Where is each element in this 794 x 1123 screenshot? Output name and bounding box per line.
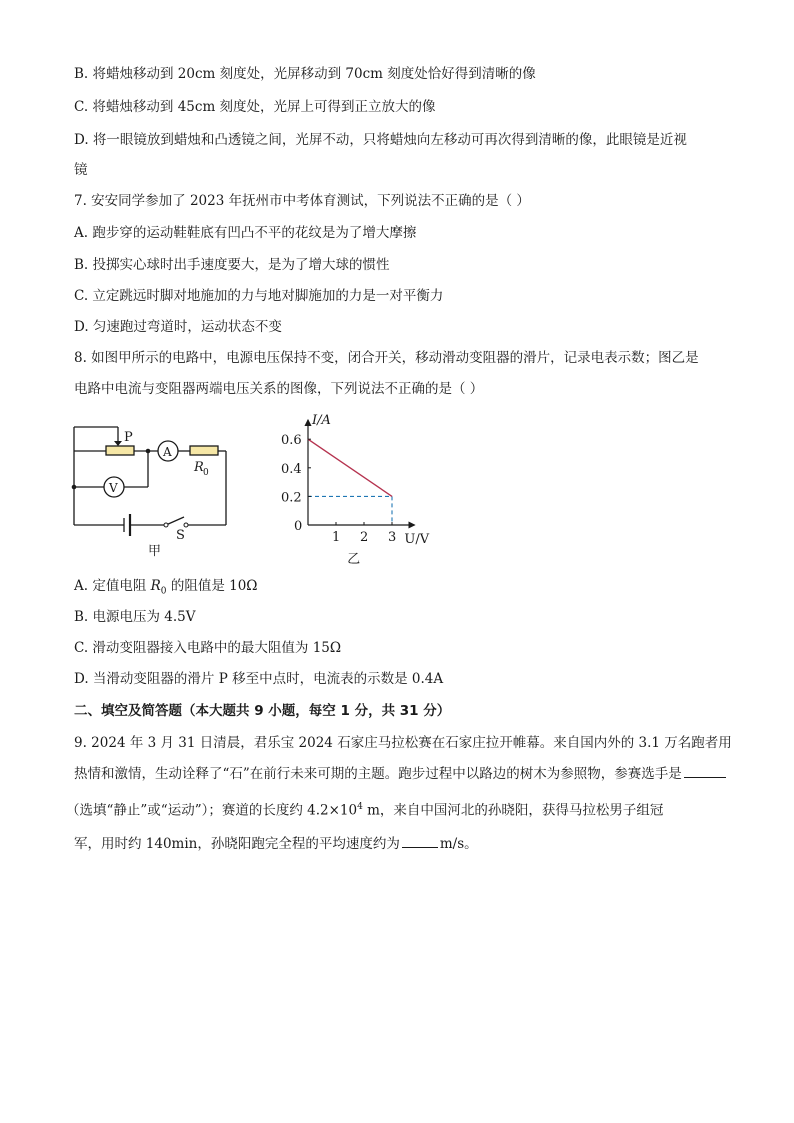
q8-option-d: D. 当滑动变阻器的滑片 P 移至中点时，电流表的示数是 0.4A [74, 671, 444, 687]
q9-line4-post: m/s。 [439, 836, 478, 852]
answer-blank-2[interactable] [402, 834, 438, 848]
circuit-diagram [60, 415, 250, 565]
q8-option-a-sub: 0 [160, 586, 167, 597]
voltmeter-label: V [109, 481, 118, 495]
x-axis-label: U/V [404, 532, 430, 547]
q7-option-d: D. 匀速跑过弯道时，运动状态不变 [74, 319, 282, 335]
x-tick-label-3: 3 [388, 530, 397, 545]
switch-label: S [176, 528, 185, 543]
q9-line2-text: 热情和激情，生动诠释了“石”在前行未来可期的主题。跑步过程中以路边的树木为参照物，参赛选手是 [74, 766, 682, 782]
q8-option-a-pre: A. 定值电阻 [74, 578, 151, 594]
q7-option-c: C. 立定跳远时脚对地施加的力与地对脚施加的力是一对平衡力 [74, 288, 444, 304]
y-tick-label-0.6: 0.6 [281, 433, 302, 449]
q8-option-b: B. 电源电压为 4.5V [74, 609, 196, 625]
y-axis-label: I/A [312, 413, 331, 429]
q6-option-d-line1: D. 将一眼镜放到蜡烛和凸透镜之间，光屏不动，只将蜡烛向左移动可再次得到清晰的像，此眼镜是近视 [74, 132, 687, 148]
iu-graph [270, 408, 450, 568]
q8-stem-line2: 电路中电流与变阻器两端电压关系的图像，下列说法不正确的是（ ） [74, 381, 484, 397]
r0-subscript: 0 [203, 468, 209, 478]
q9-line4 [74, 834, 722, 854]
origin-label: 0 [294, 519, 303, 534]
series-line-0 [308, 439, 392, 496]
q7-option-b: B. 投掷实心球时出手速度要大，是为了增大球的惯性 [74, 257, 390, 273]
q9-line4-pre: 军，用时约 140min，孙晓阳跑完全程的平均速度约为 [74, 836, 400, 852]
y-tick-label-0.4: 0.4 [281, 461, 302, 477]
q9-line3-sup: 4 [357, 802, 363, 812]
q8-option-a-r: R [150, 578, 161, 594]
q7-option-a: A. 跑步穿的运动鞋鞋底有凹凸不平的花纹是为了增大摩擦 [74, 225, 417, 241]
q9-line2 [74, 764, 722, 784]
q9-line1: 9. 2024 年 3 月 31 日清晨，君乐宝 2024 石家庄马拉松赛在石家庄拉开帷幕。来自国内外的 3.1 万名跑者用 [74, 735, 732, 751]
y-tick-label-0.2: 0.2 [281, 490, 302, 506]
q6-option-c: C. 将蜡烛移动到 45cm 刻度处，光屏上可得到正立放大的像 [74, 99, 436, 115]
x-tick-label-1: 1 [332, 530, 341, 545]
caption-jia: 甲 [148, 544, 162, 559]
answer-blank-1[interactable] [684, 764, 726, 778]
q8-option-c: C. 滑动变阻器接入电路中的最大阻值为 15Ω [74, 640, 342, 656]
r0-label: R [194, 460, 204, 475]
section-2-heading: 二、填空及简答题（本大题共 9 小题，每空 1 分，共 31 分） [74, 703, 451, 719]
q8-option-a-post: 的阻值是 10Ω [166, 578, 258, 594]
ammeter-label: A [163, 445, 172, 459]
q9-line3-pre: （选填“静止”或“运动”）；赛道的长度约 4.2×10 [66, 802, 358, 819]
q8-stem-line1: 8. 如图甲所示的电路中，电源电压保持不变，闭合开关，移动滑动变阻器的滑片，记录电表示数；图乙是 [74, 350, 699, 366]
x-tick-label-2: 2 [360, 530, 369, 545]
q7-stem: 7. 安安同学参加了 2023 年抚州市中考体育测试，下列说法不正确的是（ ） [74, 193, 530, 209]
q6-option-d-line2: 镜 [74, 162, 88, 178]
q6-option-b: B. 将蜡烛移动到 20cm 刻度处，光屏移动到 70cm 刻度处恰好得到清晰的像 [74, 66, 536, 82]
label-p: P [124, 430, 133, 445]
q9-line3-post: m，来自中国河北的孙晓阳，获得马拉松男子组冠 [362, 802, 664, 819]
caption-yi: 乙 [347, 552, 361, 567]
q8-option-a [74, 576, 722, 602]
q9-line3 [66, 797, 722, 821]
